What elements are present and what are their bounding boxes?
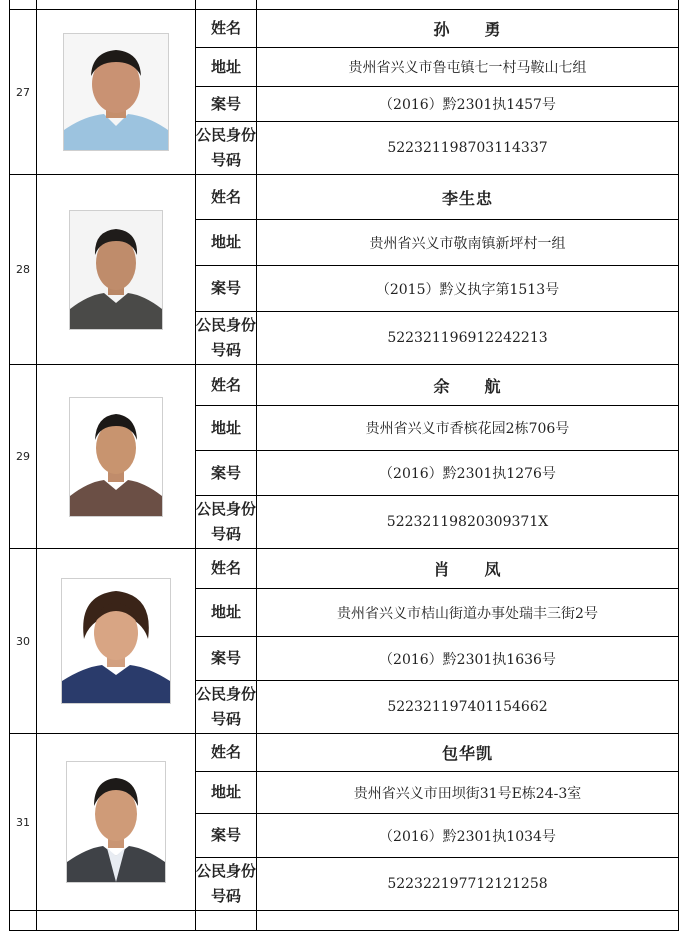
row-index: 28 xyxy=(10,175,37,365)
name-label: 姓名 xyxy=(196,734,257,772)
case-value: （2016）黔2301执1636号 xyxy=(257,637,679,681)
name-value: 李生忠 xyxy=(257,175,679,220)
address-label: 地址 xyxy=(196,589,257,637)
id-value: 522321196912242213 xyxy=(257,312,679,365)
name-value: 孙 勇 xyxy=(257,10,679,48)
id-label: 公民身份号码 xyxy=(196,312,257,365)
name-label: 姓名 xyxy=(196,365,257,406)
name-label: 姓名 xyxy=(196,10,257,48)
row-index: 27 xyxy=(10,10,37,175)
address-label: 地址 xyxy=(196,772,257,814)
name-value: 包华凯 xyxy=(257,734,679,772)
case-label: 案号 xyxy=(196,266,257,312)
portrait-cell xyxy=(37,175,196,365)
table-row xyxy=(10,0,679,10)
portrait-cell xyxy=(37,549,196,734)
table-row xyxy=(10,911,679,931)
name-label: 姓名 xyxy=(196,175,257,220)
portrait-cell xyxy=(37,734,196,911)
portrait-photo xyxy=(63,33,169,151)
id-label: 公民身份号码 xyxy=(196,858,257,911)
case-label: 案号 xyxy=(196,637,257,681)
portrait-photo xyxy=(69,397,163,517)
table-row xyxy=(10,10,679,48)
portrait-photo xyxy=(61,578,171,704)
records-table xyxy=(9,0,679,931)
case-value: （2016）黔2301执1034号 xyxy=(257,814,679,858)
name-value: 余 航 xyxy=(257,365,679,406)
row-index: 29 xyxy=(10,365,37,549)
address-value: 贵州省兴义市桔山街道办事处瑞丰三街2号 xyxy=(257,589,679,637)
address-label: 地址 xyxy=(196,48,257,87)
id-value: 522321197401154662 xyxy=(257,681,679,734)
portrait-cell xyxy=(37,10,196,175)
case-value: （2016）黔2301执1276号 xyxy=(257,451,679,496)
address-label: 地址 xyxy=(196,220,257,266)
portrait-photo xyxy=(66,761,166,883)
address-value: 贵州省兴义市鲁屯镇七一村马鞍山七组 xyxy=(257,48,679,87)
table-row xyxy=(10,365,679,406)
id-label: 公民身份号码 xyxy=(196,681,257,734)
table-row xyxy=(10,734,679,772)
address-label: 地址 xyxy=(196,406,257,451)
table-row xyxy=(10,175,679,220)
portrait-cell xyxy=(37,365,196,549)
case-label: 案号 xyxy=(196,451,257,496)
id-label: 公民身份号码 xyxy=(196,122,257,175)
id-label: 公民身份号码 xyxy=(196,496,257,549)
address-value: 贵州省兴义市田坝街31号E栋24-3室 xyxy=(257,772,679,814)
portrait-photo xyxy=(69,210,163,330)
address-value: 贵州省兴义市香槟花园2栋706号 xyxy=(257,406,679,451)
name-value: 肖 凤 xyxy=(257,549,679,589)
case-value: （2015）黔义执字第1513号 xyxy=(257,266,679,312)
row-index: 31 xyxy=(10,734,37,911)
case-label: 案号 xyxy=(196,87,257,122)
id-value: 522322197712121258 xyxy=(257,858,679,911)
row-index: 30 xyxy=(10,549,37,734)
id-value: 522321198703114337 xyxy=(257,122,679,175)
address-value: 贵州省兴义市敬南镇新坪村一组 xyxy=(257,220,679,266)
name-label: 姓名 xyxy=(196,549,257,589)
case-value: （2016）黔2301执1457号 xyxy=(257,87,679,122)
table-row xyxy=(10,549,679,589)
case-label: 案号 xyxy=(196,814,257,858)
id-value: 52232119820309371X xyxy=(257,496,679,549)
